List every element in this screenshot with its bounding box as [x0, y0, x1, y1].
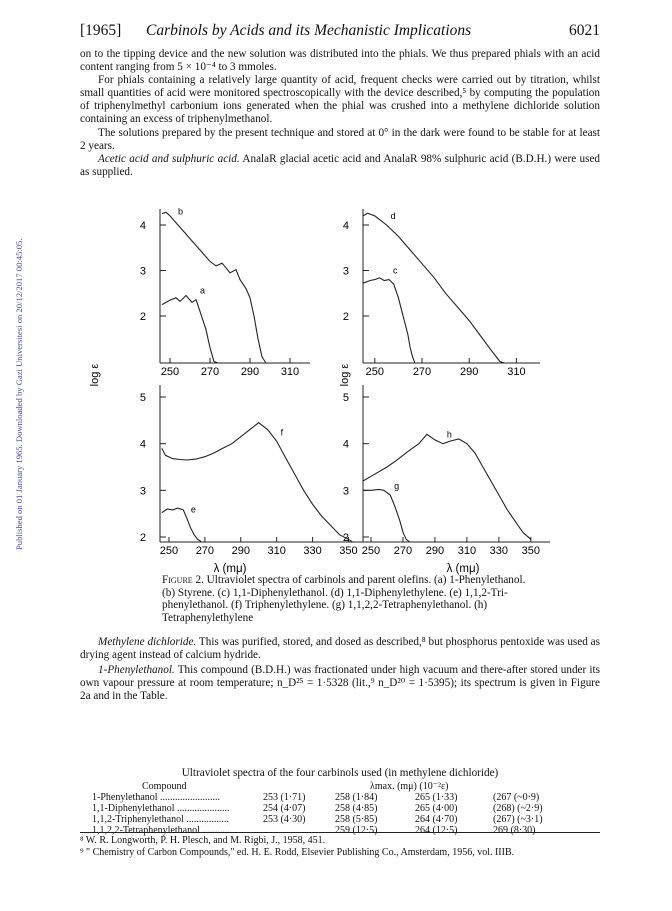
y-tick-label: 2 — [139, 311, 146, 323]
table-cell: 258 (4·85) — [335, 803, 378, 814]
y-tick-label: 5 — [139, 392, 146, 404]
download-note — [0, 120, 22, 550]
header-compound: Compound — [142, 781, 187, 792]
header-year: [1965] — [80, 22, 122, 39]
x-axis-label: λ (mμ) — [446, 563, 480, 575]
table-cell: (267) (~3·1) — [493, 814, 543, 825]
paragraph-heading: Acetic acid and sulphuric acid. — [98, 152, 240, 165]
y-tick-label: 5 — [342, 392, 349, 404]
x-tick-label: 270 — [412, 366, 432, 378]
paragraph — [80, 153, 600, 179]
x-tick-label: 330 — [303, 545, 322, 557]
table-cell: (268) (~2·9) — [493, 803, 543, 814]
footnotes — [80, 835, 600, 858]
table-cell: (267 (~0·9) — [493, 792, 540, 803]
series-line-c — [363, 278, 417, 363]
table-row — [80, 803, 600, 814]
table-cell: 258 (1·84) — [335, 792, 378, 803]
figure-caption — [162, 574, 534, 624]
x-tick-label: 310 — [267, 545, 286, 557]
caption-text: Ultraviolet spectra of carbinols and parent olefins. (a) 1-Phenylethanol. (b) Styrene. (c) 1,1-Diphenylethanol. (d) 1,1-Diphenylethylene. (e) 1,1,2-Tri-phenylethanol. (f) Triphenylethylene. (g) 1,1,2,2-Tetraphenylethanol. (h) Tetraphenylethylene — [162, 574, 526, 624]
table-title: Ultraviolet spectra of the four carbinols used (in methylene dichloride) — [181, 767, 499, 779]
series-label: f — [280, 427, 284, 438]
table-header — [80, 781, 600, 792]
series-line-d — [363, 213, 505, 363]
x-tick-label: 270 — [393, 545, 413, 557]
y-tick-label: 4 — [342, 438, 349, 451]
table-cell: 253 (1·71) — [263, 792, 306, 803]
table-cell: 1,1,2-Triphenylethanol ................. — [92, 814, 229, 825]
paragraph-heading: Methylene dichloride. — [98, 636, 197, 648]
download-note-text: Published on 01 January 1965. Downloaded by Gazi Universitesi on 20/12/2017 00:45:05. — [14, 238, 24, 550]
x-tick-label: 250 — [365, 366, 384, 378]
series-label: b — [178, 206, 184, 217]
y-axis-label: log ε — [89, 363, 101, 387]
series-label: d — [390, 211, 396, 221]
uv-table — [80, 781, 600, 836]
paragraph: on to the tipping device and the new solution was distributed into the phials. We thus prepared phials with an acid content ranging from 5 × 10⁻⁴ to 3 mmoles. — [80, 48, 600, 74]
x-tick-label: 350 — [339, 545, 358, 557]
series-line-f — [162, 423, 352, 542]
paragraph: For phials containing a relatively large quantity of acid, frequent checks were carried out by titration, whilst small quantities of acid were monitored spectroscopically with the device described,⁵ by computing the population of triphenylmethyl carbonium ions generated when the phial was crushed into a methylene dichloride solution containing an excess of triphenylmethanol. — [80, 74, 600, 126]
series-line-g — [363, 489, 409, 541]
body-text-bottom — [80, 636, 600, 703]
footnote: ⁹ " Chemistry of Carbon Compounds," ed. H. E. Rodd, Elsevier Publishing Co., Amsterdam, 1956, vol. IIIB. — [80, 846, 515, 858]
table-cell: 253 (4·30) — [263, 814, 306, 825]
footnote-rule — [80, 832, 600, 833]
x-tick-label: 250 — [361, 545, 381, 557]
caption-label: Figure 2. — [162, 574, 204, 586]
paragraph — [80, 664, 600, 703]
table-cell: 264 (4·70) — [415, 814, 458, 825]
y-tick-label: 4 — [342, 220, 349, 232]
page-number: 6021 — [569, 22, 600, 39]
series-line-h — [363, 434, 531, 539]
table-cell: 1,1,2,2-Tetraphenylethanol ........... — [92, 825, 230, 836]
table-cell: 254 (4·07) — [263, 803, 306, 814]
y-tick-label: 2 — [342, 532, 349, 544]
series-label: h — [446, 429, 452, 440]
table-row — [80, 792, 600, 803]
table-cell: 269 (8·30) — [493, 825, 536, 836]
body-text-top — [80, 48, 600, 179]
table-cell: 265 (4·00) — [415, 803, 458, 814]
series-label: g — [394, 481, 400, 491]
chart-panel-bottom-left — [140, 385, 370, 557]
paragraph: The solutions prepared by the present technique and stored at 0° in the dark were found to be stable for at least 2 years. — [80, 126, 600, 152]
chart-panel-top-left — [140, 206, 310, 378]
table-cell: 259 (12·5) — [335, 825, 378, 836]
paragraph-body: This was purified, stored, and dosed as described,⁸ but phosphorus pentoxide was used as drying agent instead of calcium hydride. — [80, 636, 601, 662]
series-line-b — [162, 212, 270, 363]
x-tick-label: 270 — [200, 366, 220, 378]
x-tick-label: 250 — [160, 366, 180, 378]
table-cell: 265 (1·33) — [415, 792, 458, 803]
x-tick-label: 350 — [521, 545, 541, 557]
header-lambda: λmax. (mμ) (10⁻²ε) — [370, 781, 449, 792]
y-tick-label: 4 — [139, 438, 146, 451]
x-tick-label: 290 — [460, 366, 479, 378]
y-tick-label: 4 — [139, 220, 146, 232]
paragraph-heading: 1-Phenylethanol. — [98, 664, 175, 677]
paragraph-body: AnalaR glacial acetic acid and AnalaR 98% sulphuric acid (B.D.H.) were used as supplied. — [80, 152, 601, 178]
y-tick-label: 2 — [342, 311, 349, 323]
y-tick-label: 3 — [139, 485, 146, 498]
table-row — [80, 814, 600, 825]
chart-panel-top-right — [343, 209, 540, 378]
table-cell: 264 (12·5) — [415, 825, 458, 836]
x-tick-label: 270 — [195, 545, 215, 557]
x-tick-label: 330 — [489, 545, 509, 557]
figure-2 — [80, 205, 580, 575]
y-tick-label: 3 — [342, 485, 349, 498]
series-label: a — [200, 285, 206, 296]
table-cell: 1,1-Diphenylethanol ..................... — [92, 803, 230, 814]
table-cell: 1-Phenylethanol ........................ — [92, 792, 221, 803]
y-tick-label: 3 — [139, 265, 146, 278]
x-tick-label: 310 — [457, 545, 477, 557]
y-tick-label: 2 — [139, 532, 146, 544]
x-tick-label: 310 — [280, 366, 300, 378]
header-title: Carbinols by Acids and its Mechanistic Implications — [146, 22, 472, 39]
x-tick-label: 250 — [159, 545, 179, 557]
series-label: e — [190, 504, 196, 515]
paragraph — [80, 636, 600, 662]
y-tick-label: 3 — [342, 265, 349, 278]
series-line-a — [162, 296, 220, 364]
chart-panel-bottom-right — [343, 385, 550, 557]
x-tick-label: 290 — [231, 545, 250, 557]
x-tick-label: 310 — [507, 366, 526, 378]
y-axis-label: log ε — [339, 363, 351, 387]
x-tick-label: 290 — [240, 366, 260, 378]
x-axis-label: λ (mμ) — [213, 563, 247, 575]
table-cell: 258 (5·85) — [335, 814, 378, 825]
x-tick-label: 290 — [425, 545, 445, 557]
footnote: ⁸ W. R. Longworth, P. H. Plesch, and M. Rigbi, J., 1958, 451. — [80, 835, 326, 846]
series-label: c — [392, 265, 398, 276]
paragraph-body: This compound (B.D.H.) was fractionated under high vacuum and there-after stored under its own vapour pressure at room temperature; n_D²⁵ = 1·5328 (lit.,⁹ n_D²⁰ = 1·5395); its spectrum is given in Figure 2a and in the Table. — [80, 664, 600, 703]
